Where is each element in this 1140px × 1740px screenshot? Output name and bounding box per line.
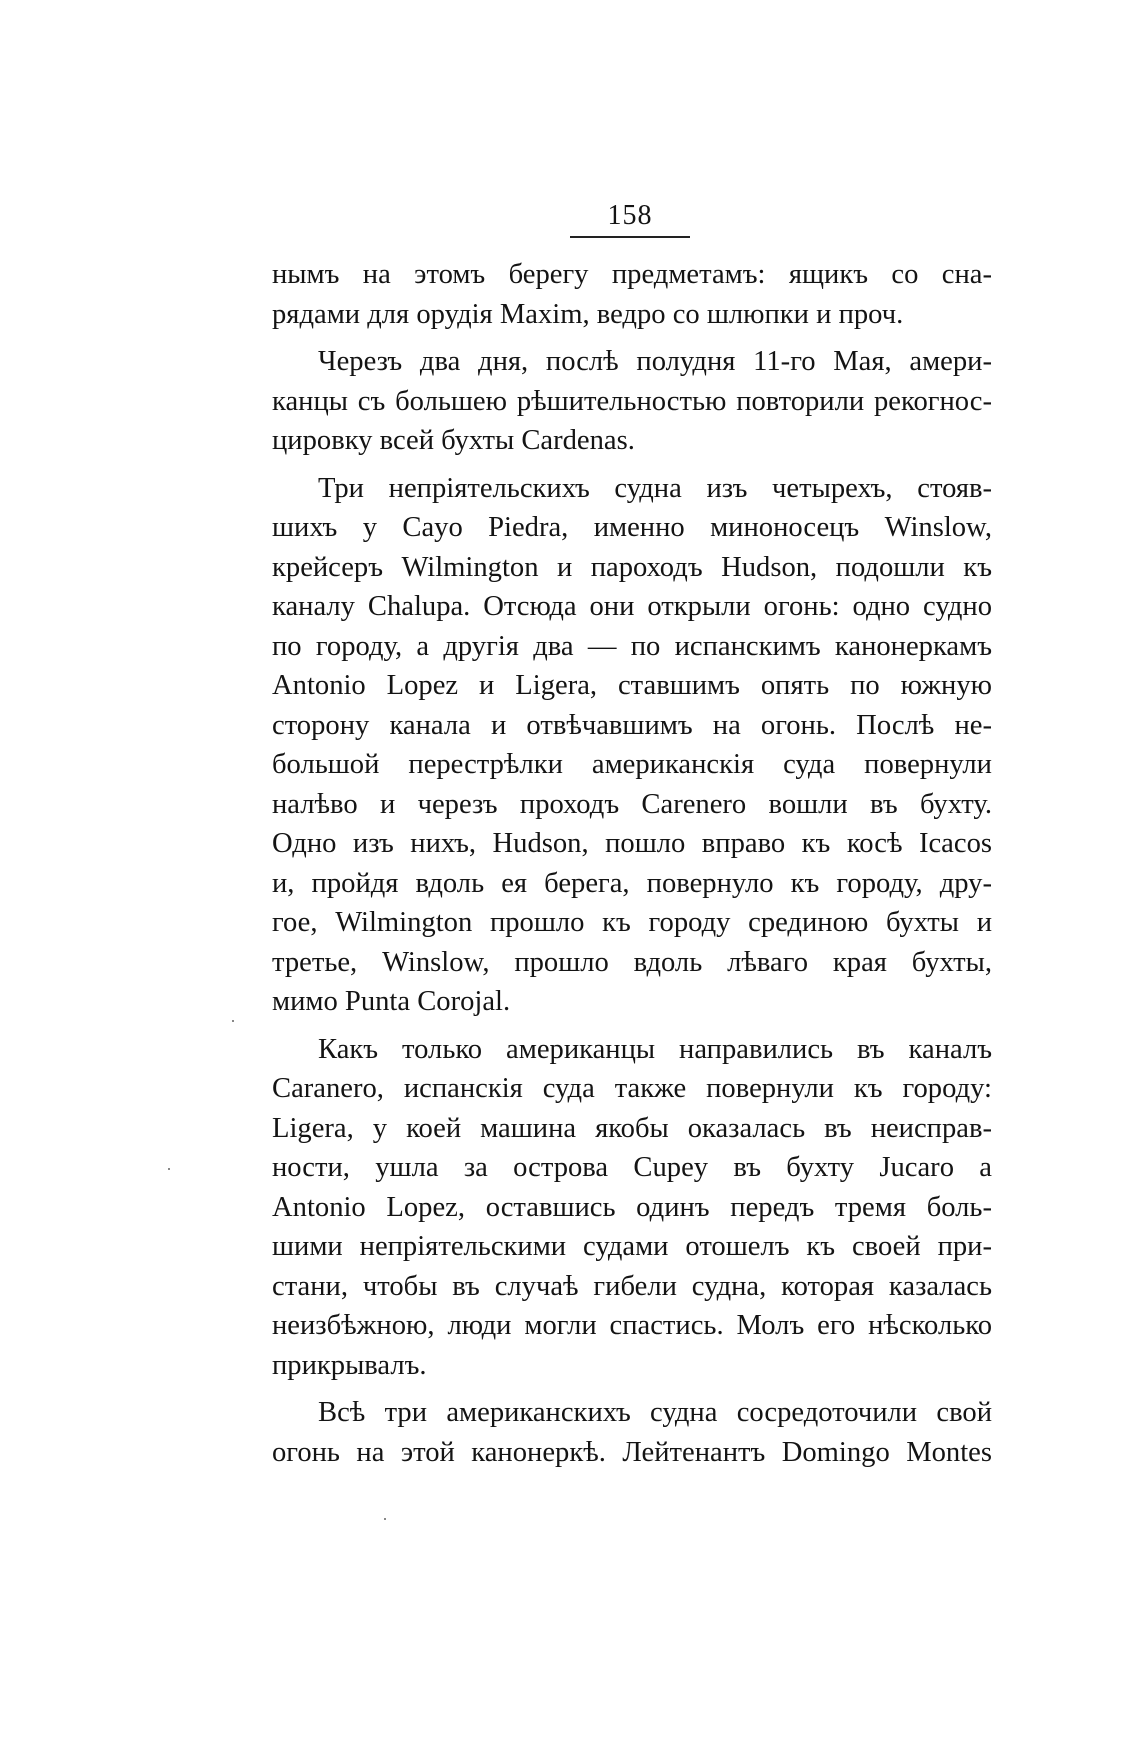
text-line: Черезъ два дня, послѣ полудня 11-го Мая, амери- <box>318 346 992 377</box>
text-line: цировку всей бухты Cardenas. <box>272 425 635 456</box>
paragraph <box>272 1030 992 1386</box>
text-line: крейсеръ Wilmington и пароходъ Hudson, подошли къ <box>272 551 992 583</box>
text-line: рядами для орудія Maxim, ведро со шлюпки и проч. <box>272 298 904 330</box>
paragraph <box>272 469 992 1022</box>
text-line: налѣво и черезъ проходъ Carenero вошли въ бухту. <box>272 788 992 820</box>
text-line: шихъ у Cayo Piedra, именно миноносецъ Winslow, <box>272 512 992 543</box>
body-text <box>272 255 992 1480</box>
scan-speck <box>232 1020 234 1022</box>
text-line: Три непріятельскихъ судна изъ четырехъ, стояв- <box>318 472 992 504</box>
text-line: ности, ушла за острова Cupey въ бухту Jucaro а <box>272 1152 992 1183</box>
paragraph <box>272 255 992 334</box>
text-line: третье, Winslow, прошло вдоль лѣваго края бухты, <box>272 946 992 978</box>
text-line: Antonio Lopez, оставшись одинъ передъ тремя боль- <box>272 1191 992 1223</box>
scan-speck <box>168 1168 170 1170</box>
text-line: гое, Wilmington прошло къ городу срединою бухты и <box>272 907 992 938</box>
text-line: Antonio Lopez и Ligera, ставшимъ опять по южную <box>272 670 992 701</box>
text-line: Какъ только американцы направились въ каналъ <box>318 1033 992 1065</box>
paragraph <box>272 1393 992 1472</box>
text-line: шими непріятельскими судами отошелъ къ своей при- <box>272 1231 992 1262</box>
scan-speck <box>384 1518 386 1520</box>
paragraph <box>272 342 992 461</box>
text-line: сторону канала и отвѣчавшимъ на огонь. Послѣ не- <box>272 709 992 741</box>
text-line: стани, чтобы въ случаѣ гибели судна, которая казалась <box>272 1270 992 1302</box>
page-number: 158 <box>607 200 653 231</box>
text-line: Одно изъ нихъ, Hudson, пошло вправо къ косѣ Icacos <box>272 828 992 859</box>
text-line: прикрывалъ. <box>272 1349 427 1381</box>
text-line: каналу Chalupa. Отсюда они открыли огонь: одно судно <box>272 591 992 622</box>
text-line: Всѣ три американскихъ судна сосредоточили свой <box>318 1397 992 1428</box>
text-line: нымъ на этомъ берегу предметамъ: ящикъ со сна- <box>272 259 992 290</box>
text-line: неизбѣжною, люди могли спастись. Молъ его нѣсколько <box>272 1310 992 1341</box>
text-line: Ligera, у коей машина якобы оказалась въ неисправ- <box>272 1112 992 1144</box>
text-line: по городу, а другія два — по испанскимъ канонеркамъ <box>272 630 992 662</box>
page-number-rule <box>570 236 690 238</box>
text-line: огонь на этой канонеркѣ. Лейтенантъ Domingo Montes <box>272 1436 992 1468</box>
text-line: и, пройдя вдоль ея берега, повернуло къ городу, дру- <box>272 867 992 899</box>
text-line: Caranero, испанскія суда также повернули къ городу: <box>272 1073 992 1104</box>
text-line: канцы съ большею рѣшительностью повторили рекогнос- <box>272 385 992 417</box>
text-line: мимо Punta Corojal. <box>272 986 511 1017</box>
text-line: большой перестрѣлки американскія суда повернули <box>272 749 992 780</box>
